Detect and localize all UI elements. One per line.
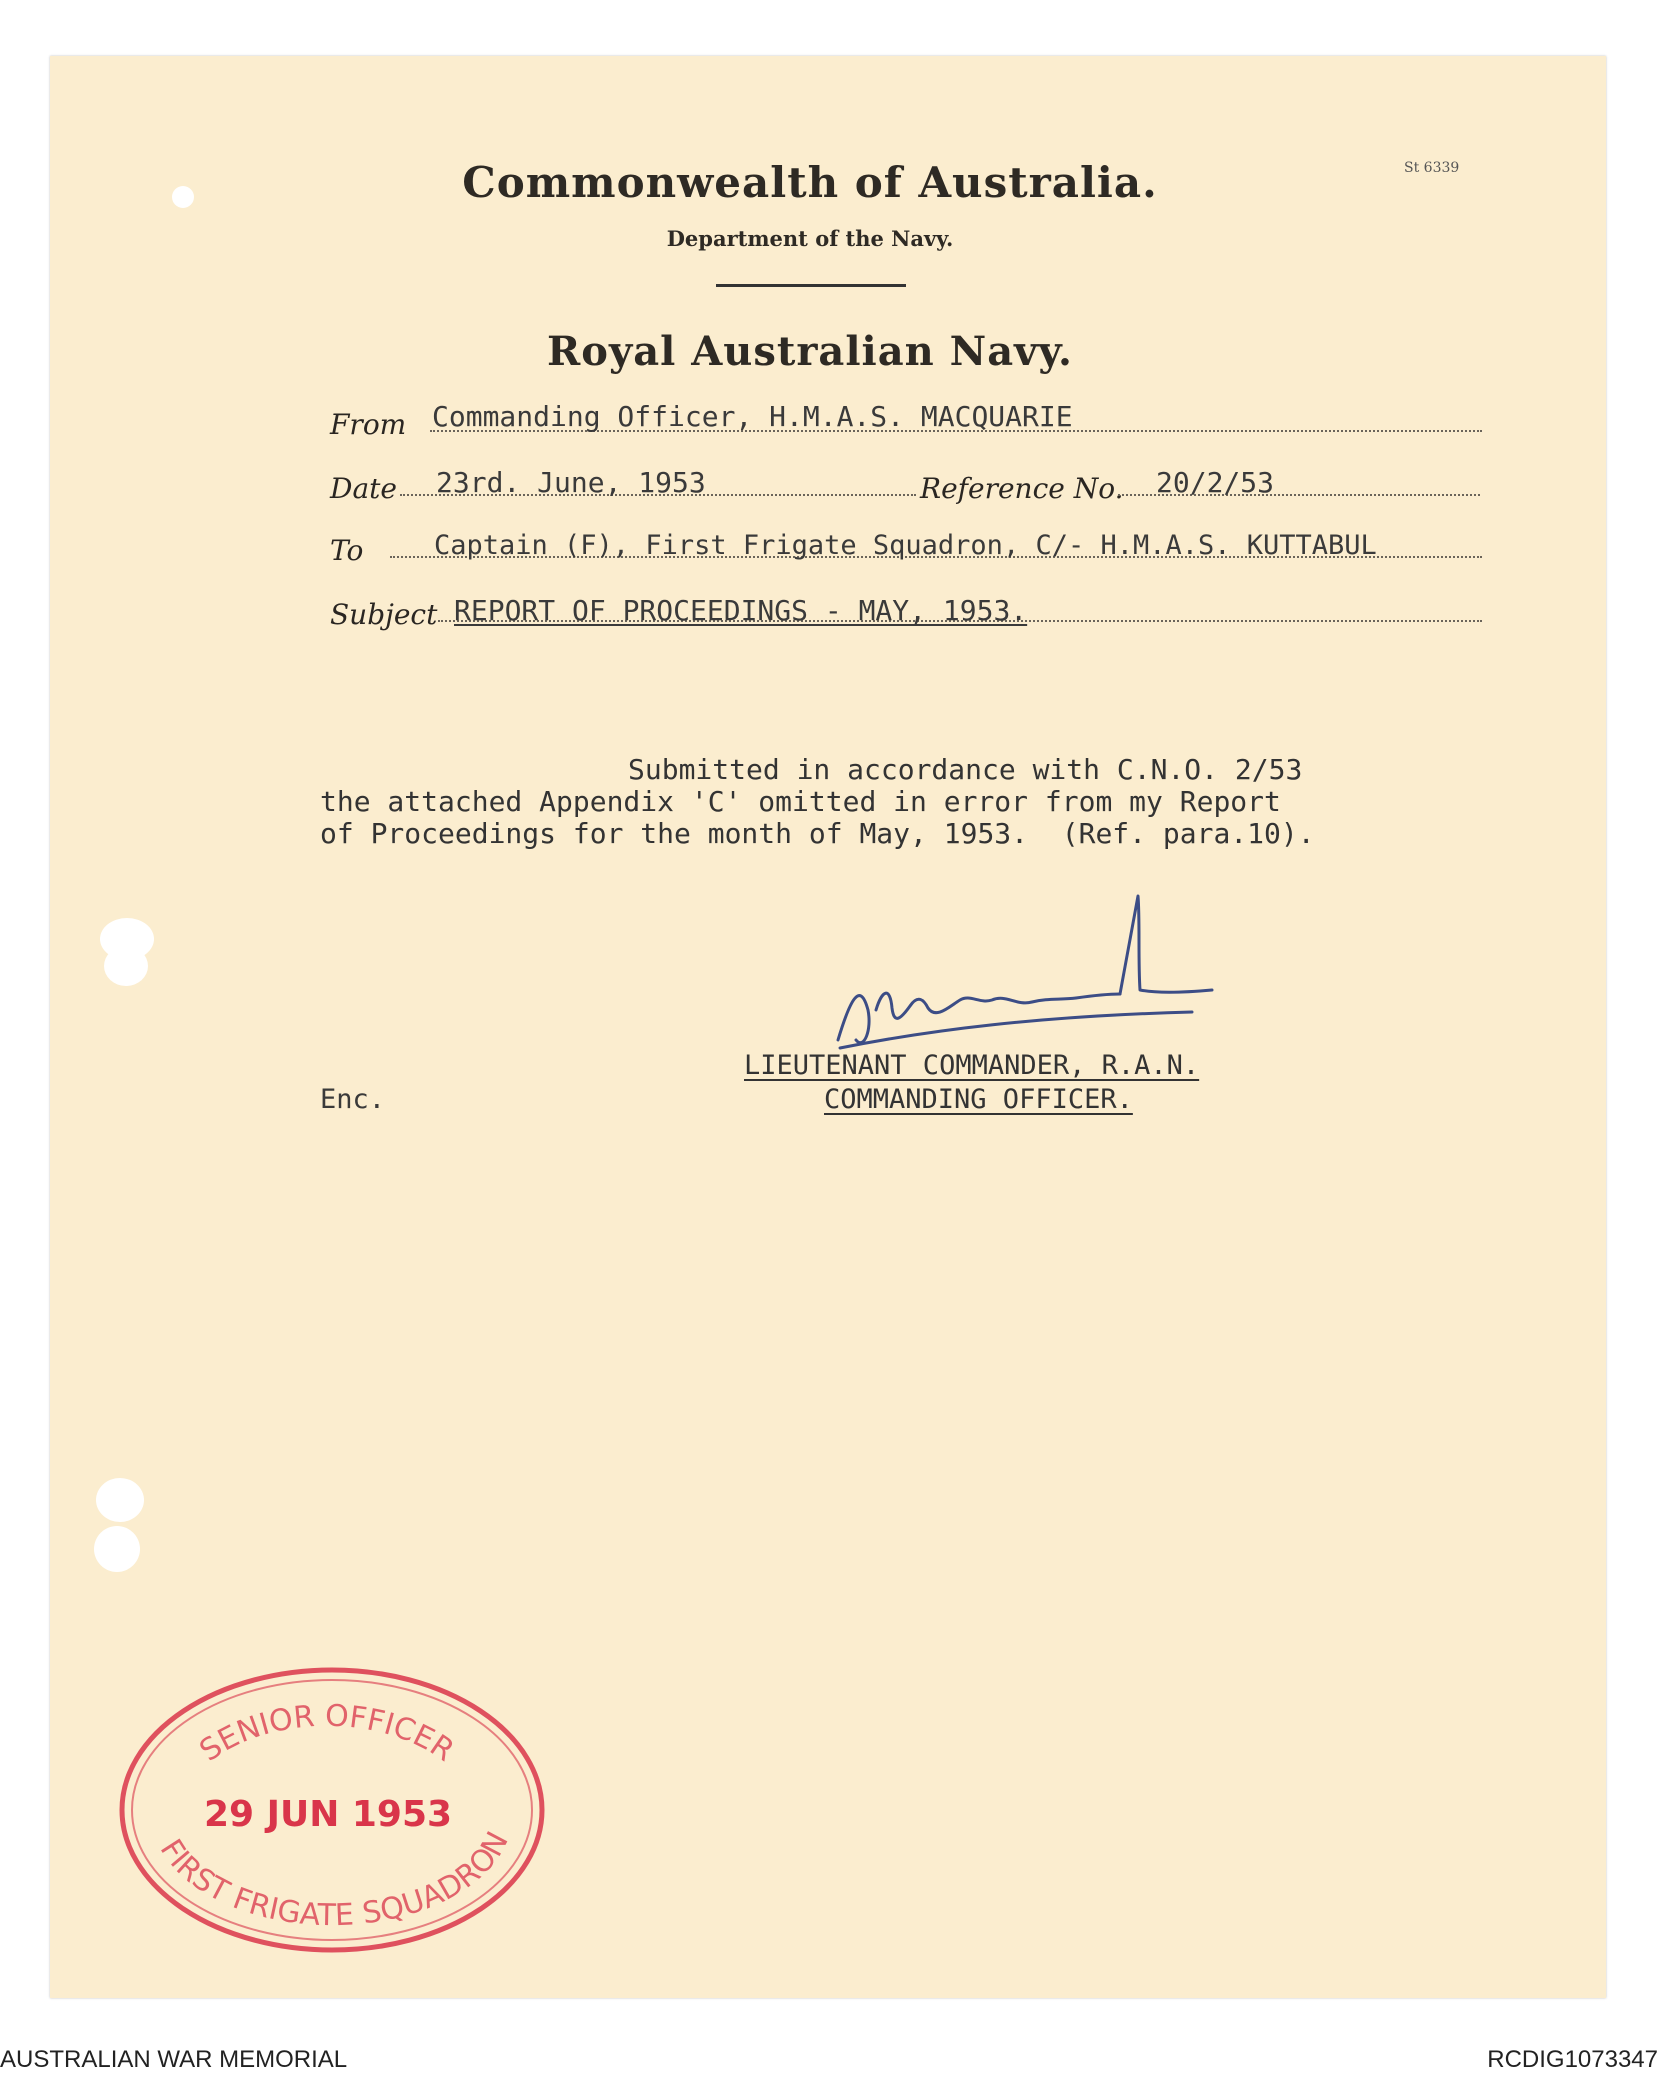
letterhead-department: Department of the Navy. [666, 226, 954, 251]
signature-title: COMMANDING OFFICER. [824, 1084, 1133, 1115]
to-value: Captain (F), First Frigate Squadron, C/- H.M.A.S. KUTTABUL [434, 530, 1377, 561]
svg-text:SENIOR OFFICER [194, 1699, 461, 1769]
date-value: 23rd. June, 1953 [436, 466, 706, 499]
body-line-1: Submitted in accordance with C.N.O. 2/53 [628, 753, 1303, 786]
footer-right: RCDIG1073347 [1487, 2046, 1658, 2073]
body-paragraph [320, 754, 1315, 850]
from-label: From [330, 408, 407, 441]
signature-rank: LIEUTENANT COMMANDER, R.A.N. [744, 1050, 1200, 1081]
subject-value: REPORT OF PROCEEDINGS - MAY, 1953. [454, 594, 1028, 627]
stamp-bottom-text: FIRST FRIGATE SQUADRON [152, 1826, 516, 1934]
subject-label: Subject [330, 598, 438, 631]
stamp-top-text: SENIOR OFFICER [193, 1698, 461, 1769]
handwritten-signature [820, 890, 1240, 1070]
body-line-2: the attached Appendix 'C' omitted in error from my Report [320, 785, 1281, 818]
svg-text:FIRST FRIGATE SQUADRON [153, 1826, 516, 1933]
letterhead-service: Royal Australian Navy. [547, 328, 1073, 375]
reference-value: 20/2/53 [1156, 466, 1275, 499]
letterhead-divider [716, 284, 906, 287]
stamp-date: 29 JUN 1953 [203, 1794, 453, 1835]
to-label: To [330, 534, 364, 567]
letterhead-commonwealth: Commonwealth of Australia. [462, 158, 1158, 207]
enclosure-note: Enc. [320, 1084, 386, 1115]
body-line-3: of Proceedings for the month of May, 1953. (Ref. para.10). [320, 817, 1315, 850]
received-stamp [112, 1660, 552, 1960]
reference-label: Reference No. [920, 472, 1124, 505]
form-number: St 6339 [1404, 160, 1460, 176]
punch-hole [104, 946, 148, 986]
from-value: Commanding Officer, H.M.A.S. MACQUARIE [432, 400, 1073, 433]
footer-left: AUSTRALIAN WAR MEMORIAL [0, 2046, 348, 2073]
punch-hole [96, 1478, 144, 1522]
punch-hole [94, 1526, 140, 1572]
date-label: Date [330, 472, 397, 505]
